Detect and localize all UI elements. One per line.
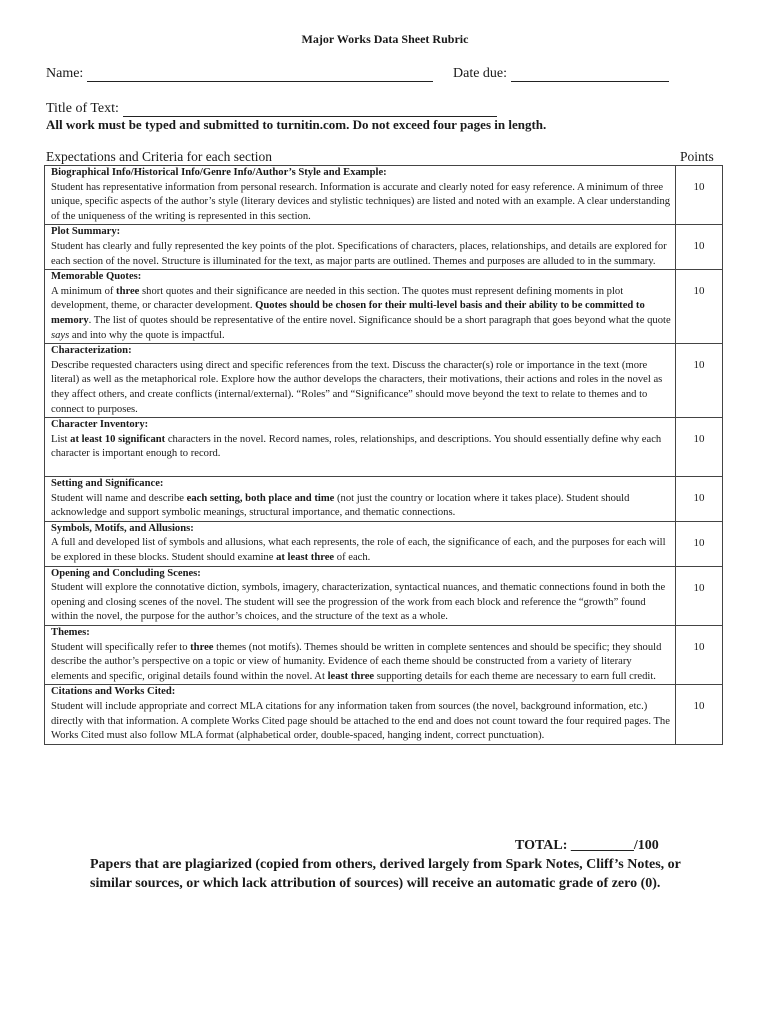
section-title: Themes: — [51, 627, 90, 639]
points-cell: 10 — [676, 225, 723, 270]
points-cell: 10 — [676, 477, 723, 522]
section-description — [51, 700, 671, 744]
points-cell: 10 — [676, 166, 723, 225]
criteria-cell — [45, 626, 676, 685]
criteria-cell — [45, 225, 676, 270]
emphasis-text: each setting, both place and time — [186, 492, 335, 504]
emphasis-text: Quotes should be chosen for their multi-level basis and their ability to be committed to memory — [51, 300, 645, 326]
description-text: of each. — [334, 552, 371, 564]
description-text: Student will specifically refer to — [51, 641, 191, 653]
description-text: Student will explore the connotative diction, symbols, imagery, characterization, syntactical nuances, and thematic connections found in both the opening and closing scenes of the novel. The student will see the progression of the work from each block and reference the “growth” found within the novel, the purpose for the author’s choices, and the structure of the text as a whole. — [51, 582, 666, 623]
date-due-label: Date due: — [453, 66, 508, 81]
rubric-row — [45, 166, 723, 225]
italic-text: says — [51, 329, 70, 341]
description-text: List — [51, 433, 71, 445]
criteria-column-header: Expectations and Criteria for each section — [46, 149, 273, 164]
section-description — [51, 581, 671, 625]
description-text: Student has clearly and fully represented the key points of the plot. Specifications of characters, places, relationships, and details are explored for each section of the novel. Structure is illuminated for the text, as major parts are outlined. Themes and purposes are alluded to in the summary. — [51, 240, 667, 267]
points-column-header: Points — [680, 149, 714, 164]
description-text: (not just the country or location where it takes place). Student should acknowledge and support symbolic meanings, structural importance, and thematic connections. — [51, 492, 630, 519]
section-title: Symbols, Motifs, and Allusions: — [51, 522, 194, 534]
description-text: themes (not motifs). Themes should be written in complete sentences and should be specific; they should describe the author’s perspective on a topic or view of humanity. Evidence of each theme should be constructed from a variety of literary elements and specific, original details found within the novel. At — [51, 641, 662, 682]
section-description — [51, 285, 671, 343]
description-text: Student will include appropriate and correct MLA citations for any information taken from sources (the novel, background information, etc.) directly with that information. A complete Works Cited page should be attached to the end and does not count toward the four required pages. The Works Cited must also follow MLA format (alphabetical order, double-spaced, hanging indent, correct punctuation). — [51, 701, 670, 742]
section-description — [51, 536, 671, 565]
criteria-cell — [45, 685, 676, 744]
description-text: and into why the quote is impactful. — [69, 329, 225, 341]
section-description — [51, 433, 671, 462]
criteria-cell — [45, 477, 676, 522]
description-text: Student has representative information from personal research. Information is accurate and clearly noted for easy reference. A minimum of three unique, specific aspects of the author’s style (literary devices and stylistic techniques) are listed and noted with an example. A clear understanding of the uniqueness of the writing is represented in this section. — [51, 181, 671, 222]
rubric-row — [45, 270, 723, 344]
description-text: . The list of quotes should be representative of the entire novel. Significance should be a short paragraph that goes beyond what the quote — [88, 314, 671, 326]
rubric-row — [45, 685, 723, 744]
rubric-row — [45, 418, 723, 477]
emphasis-text: at least three — [276, 552, 335, 564]
section-description — [51, 359, 671, 417]
points-cell: 10 — [676, 566, 723, 625]
section-description — [51, 492, 671, 521]
section-description — [51, 641, 671, 685]
plagiarism-warning: Papers that are plagiarized (copied from others, derived largely from Spark Notes, Cliff’s Notes, or similar sources, or which lack attribution of sources) will receive an automatic grade of zero (0). — [90, 857, 681, 891]
emphasis-text: three — [116, 285, 140, 297]
criteria-cell — [45, 566, 676, 625]
section-title: Memorable Quotes: — [51, 271, 142, 283]
section-description — [51, 181, 671, 225]
points-cell: 10 — [676, 521, 723, 566]
points-cell: 10 — [676, 270, 723, 344]
date-due-field — [453, 66, 669, 82]
date-due-blank — [511, 67, 669, 82]
description-text: supporting details for each theme are necessary to earn full credit. — [374, 670, 656, 682]
section-title: Opening and Concluding Scenes: — [51, 567, 201, 579]
criteria-cell — [45, 344, 676, 418]
section-description — [51, 240, 671, 269]
total-score: TOTAL: _________/100 — [515, 838, 659, 853]
points-cell: 10 — [676, 685, 723, 744]
title-of-text-label: Title of Text: — [46, 101, 119, 116]
section-title: Setting and Significance: — [51, 478, 164, 490]
description-text: short quotes and their significance are needed in this section. The quotes must represent defining moments in plot development, theme, or character development. — [51, 285, 624, 312]
description-text: Student will name and describe — [51, 492, 187, 504]
description-text: Describe requested characters using direct and specific references from the text. Discuss the character(s) role or importance in the text (more literal) as well as the metaphorical role. Explore how the author develops the characters, their motivations, their actions and roles in the novel as they affect others, and create conflicts (internal/external). “Roles” and “Significance” should move beyond the text to relate to themes and to connect to purposes. — [51, 359, 663, 415]
section-title: Biographical Info/Historical Info/Genre Info/Author’s Style and Example: — [51, 167, 387, 178]
rubric-row — [45, 225, 723, 270]
title-of-text-blank — [123, 102, 497, 117]
name-blank — [87, 67, 433, 82]
emphasis-text: three — [190, 641, 214, 653]
criteria-cell — [45, 270, 676, 344]
criteria-cell — [45, 521, 676, 566]
name-field — [46, 66, 433, 82]
rubric-row — [45, 566, 723, 625]
section-title: Plot Summary: — [51, 226, 121, 238]
title-of-text-field — [46, 101, 497, 117]
emphasis-text: at least 10 significant — [70, 433, 166, 445]
rubric-row — [45, 626, 723, 685]
points-cell: 10 — [676, 418, 723, 477]
description-text: A full and developed list of symbols and allusions, what each represents, the role of each, the significance of each, and the purposes for each will be explored in these blocks. Student should examine — [51, 537, 666, 564]
name-label: Name: — [46, 66, 84, 81]
emphasis-text: least three — [327, 670, 375, 682]
page-title: Major Works Data Sheet Rubric — [301, 32, 469, 46]
description-text: characters in the novel. Record names, roles, relationships, and descriptions. You should essentially define why each character is important enough to record. — [51, 433, 662, 460]
rubric-row — [45, 521, 723, 566]
rubric-row — [45, 344, 723, 418]
description-text: A minimum of — [51, 285, 117, 297]
points-cell: 10 — [676, 626, 723, 685]
rubric-row — [45, 477, 723, 522]
section-title: Character Inventory: — [51, 419, 149, 431]
criteria-cell — [45, 166, 676, 225]
section-title: Citations and Works Cited: — [51, 686, 176, 698]
criteria-cell — [45, 418, 676, 477]
instructions: All work must be typed and submitted to turnitin.com. Do not exceed four pages in length. — [46, 117, 547, 132]
rubric-table — [44, 165, 723, 745]
points-cell: 10 — [676, 344, 723, 418]
section-title: Characterization: — [51, 345, 132, 357]
